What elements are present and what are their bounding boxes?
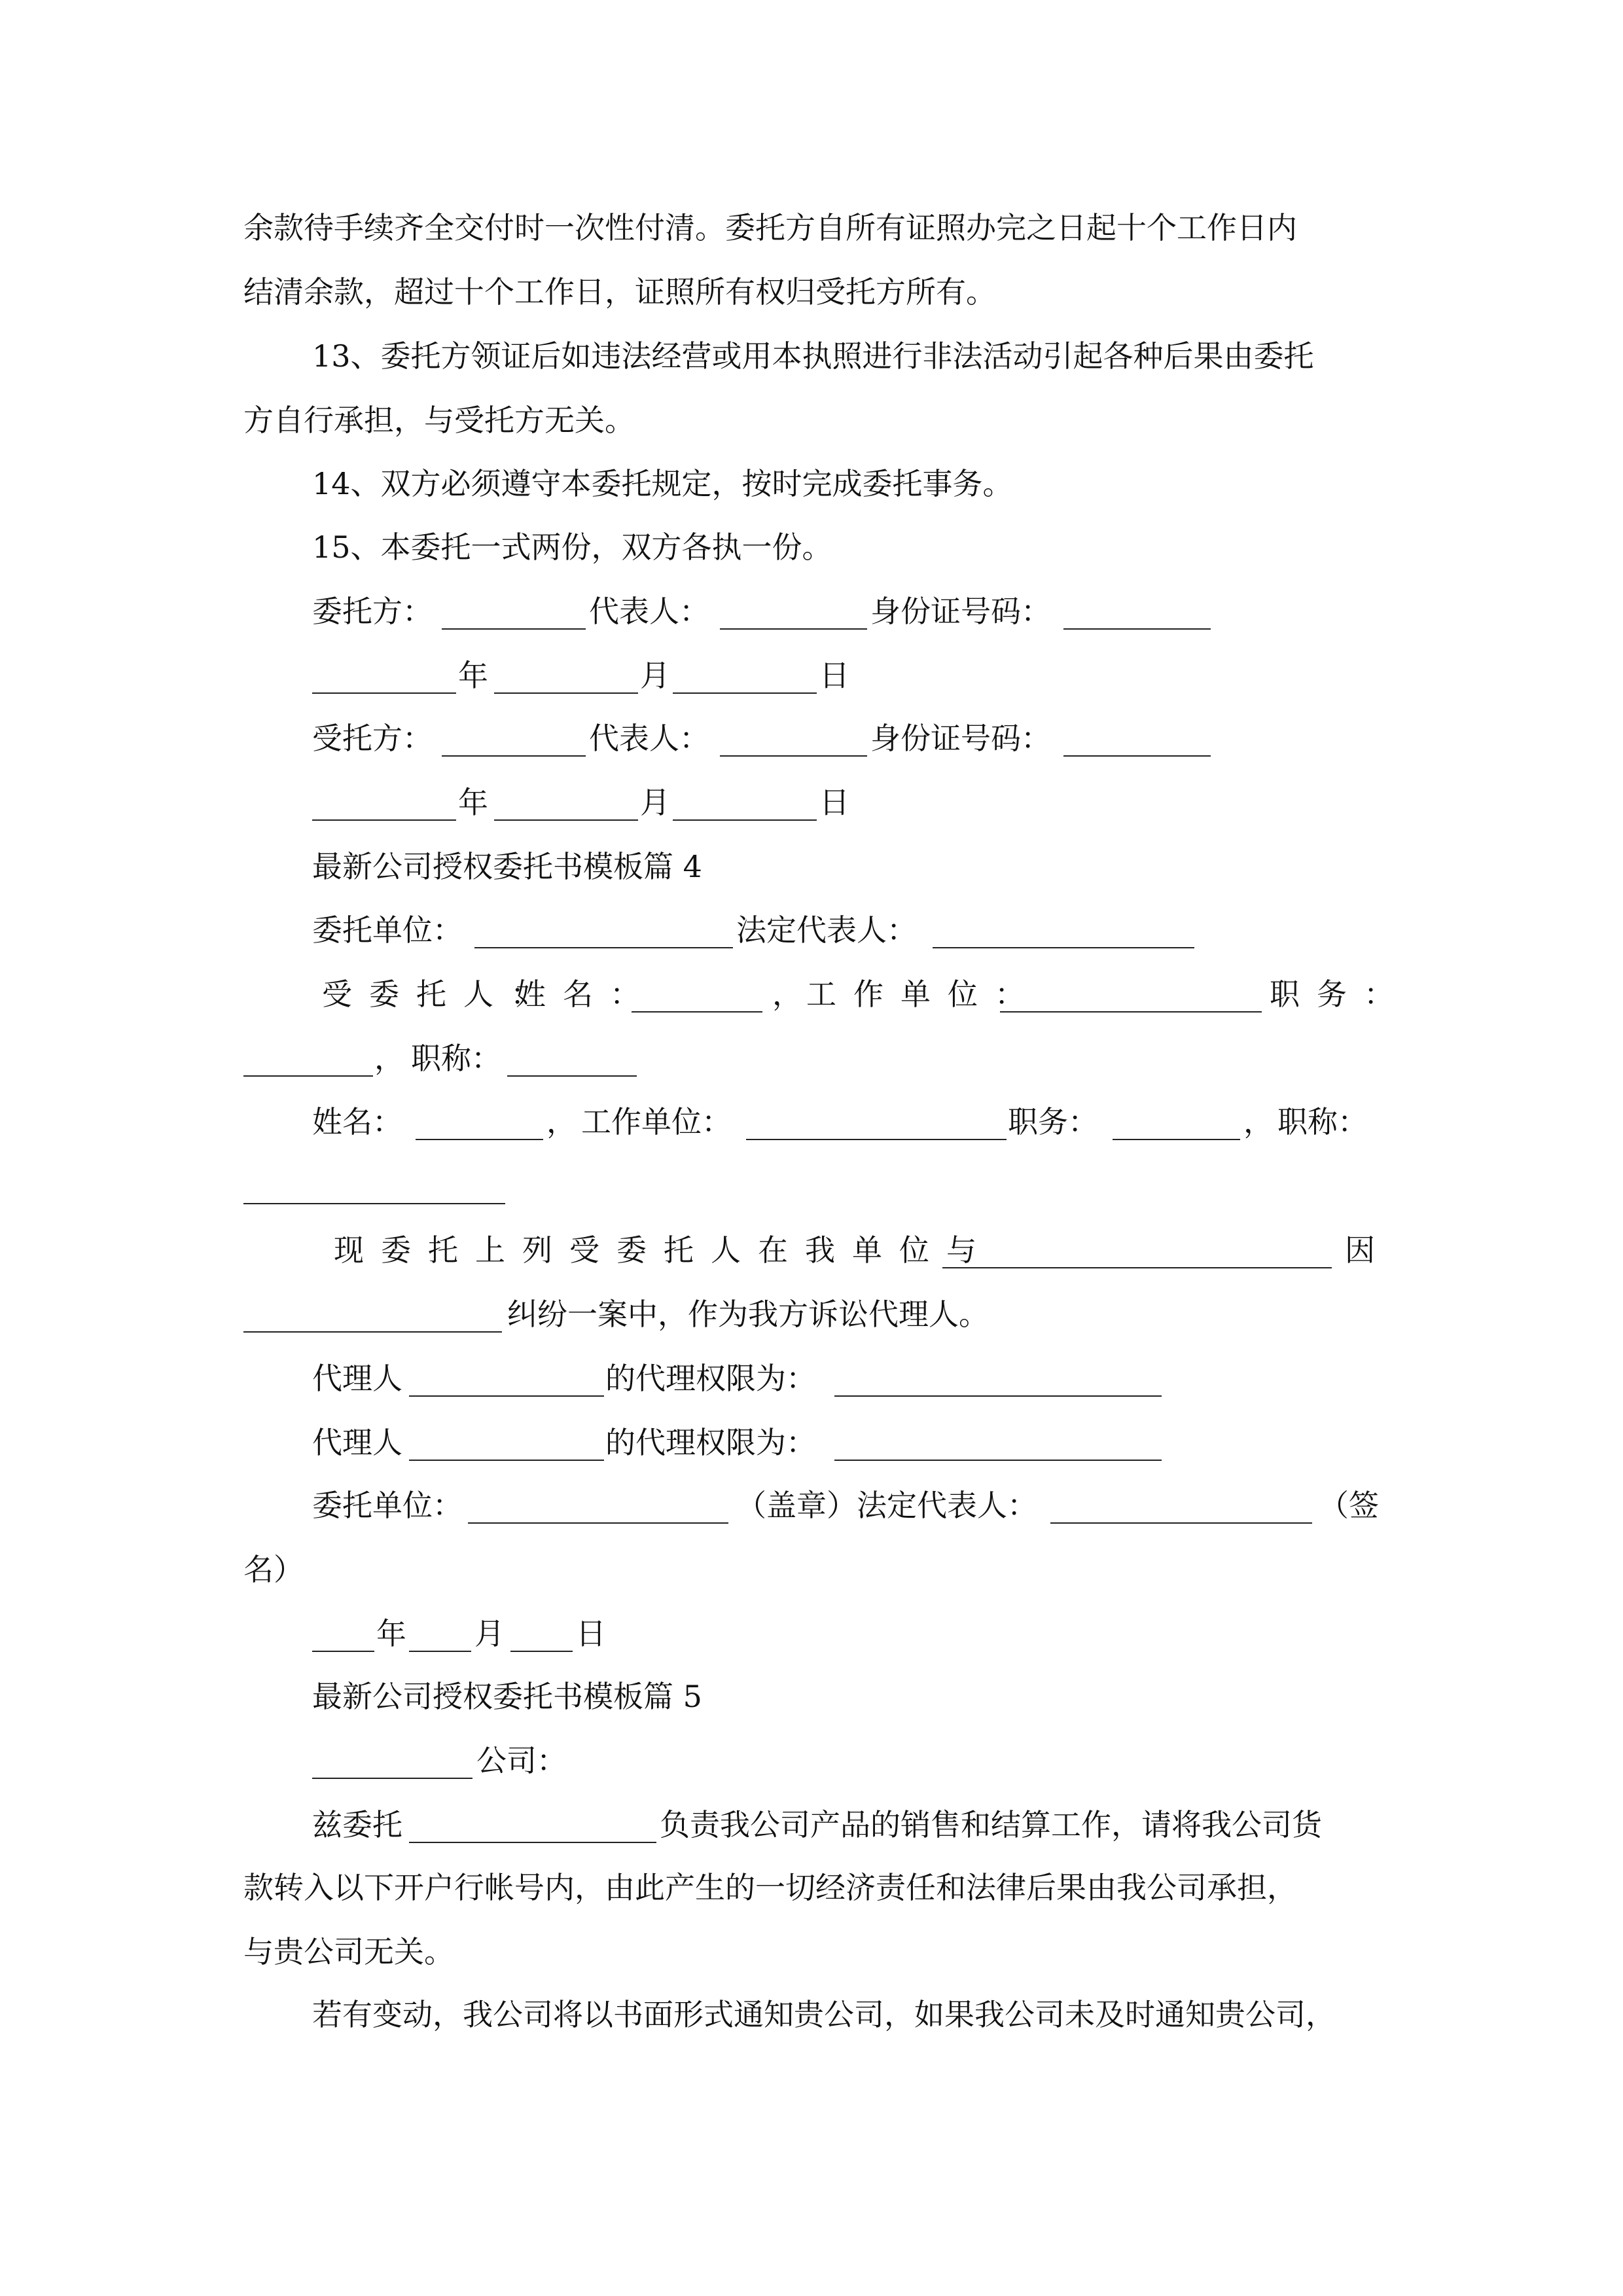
day-label: 日	[819, 785, 849, 820]
authority-blank[interactable]	[834, 1460, 1162, 1461]
text: 14、双方必须遵守本委托规定，按时完成委托事务。	[312, 466, 1013, 501]
year-label: 年	[458, 658, 488, 693]
month-label: 月	[474, 1616, 505, 1651]
id-label: 身份证号码：	[870, 594, 1051, 629]
text: 余款待手续齐全交付时一次性付清。委托方自所有证照办完之日起十个工作日内	[243, 210, 1297, 245]
trustee-blank[interactable]	[442, 755, 586, 757]
day-blank[interactable]	[673, 692, 817, 694]
comma: ，	[772, 977, 802, 1012]
heading-text: 最新公司授权委托书模板篇 5	[312, 1679, 702, 1714]
id-label: 身份证号码：	[870, 721, 1051, 756]
month-blank[interactable]	[409, 1651, 471, 1652]
agent-prefix: 代理人	[312, 1361, 402, 1396]
text: 若有变动，我公司将以书面形式通知贵公司，如果我公司未及时通知贵公司，	[312, 1997, 1336, 2032]
title-blank[interactable]	[243, 1203, 505, 1204]
year-label: 年	[458, 785, 488, 820]
title-label: 职称：	[1277, 1104, 1368, 1139]
trustee-label: 受托方：	[312, 721, 433, 756]
year-blank[interactable]	[312, 692, 456, 694]
legal-rep-blank[interactable]	[933, 947, 1194, 948]
text: 13、委托方领证后如违法经营或用本执照进行非法活动引起各种后果由委托	[312, 338, 1314, 374]
legal-rep-blank[interactable]	[1050, 1522, 1312, 1524]
agent-prefix: 代理人	[312, 1425, 402, 1460]
unit-label: 委托单位：	[312, 912, 463, 948]
cause-text: 因	[1345, 1232, 1375, 1268]
day-label: 日	[576, 1616, 606, 1651]
duty-label: 职务：	[1270, 977, 1411, 1012]
work-unit-label: 工作单位：	[581, 1104, 732, 1139]
month-blank[interactable]	[494, 819, 638, 821]
party-blank[interactable]	[942, 1267, 1332, 1268]
client-label: 委托方：	[312, 594, 433, 629]
unit-blank[interactable]	[468, 1522, 728, 1524]
text: 款转入以下开户行帐号内，由此产生的一切经济责任和法律后果由我公司承担，	[243, 1870, 1297, 1905]
company-suffix: 公司：	[476, 1743, 567, 1778]
work-unit-blank[interactable]	[1000, 1011, 1262, 1013]
month-label: 月	[640, 785, 670, 820]
duty-blank[interactable]	[1113, 1139, 1240, 1140]
month-label: 月	[640, 658, 670, 693]
title-blank[interactable]	[507, 1075, 637, 1077]
year-label: 年	[376, 1616, 406, 1651]
name-blank[interactable]	[632, 1011, 762, 1013]
name-label: 姓名：	[516, 977, 657, 1012]
heading-text: 最新公司授权委托书模板篇 4	[312, 849, 702, 884]
text: 15、本委托一式两份，双方各执一份。	[312, 529, 832, 565]
duty-label: 职务：	[1008, 1104, 1098, 1139]
hereby-text: 兹委托	[312, 1807, 402, 1842]
company-blank[interactable]	[312, 1778, 473, 1779]
agent-label: 受委托人：	[322, 977, 558, 1012]
legal-rep-label: 法定代表人：	[736, 912, 917, 948]
text: 与贵公司无关。	[243, 1934, 454, 1969]
agent-name-blank[interactable]	[409, 1460, 604, 1461]
authority-blank[interactable]	[834, 1395, 1162, 1397]
work-unit-blank[interactable]	[746, 1139, 1007, 1140]
authority-label: 的代理权限为：	[605, 1425, 816, 1460]
day-label: 日	[819, 658, 849, 693]
name-blank[interactable]	[416, 1139, 543, 1140]
title-label: 职称：	[411, 1041, 501, 1076]
seal-legal-rep-text: （盖章）法定代表人：	[736, 1488, 1037, 1523]
comma: ，	[1243, 1104, 1274, 1139]
year-blank[interactable]	[312, 819, 456, 821]
unit-blank[interactable]	[474, 947, 733, 948]
text: 结清余款，超过十个工作日，证照所有权归受托方所有。	[243, 274, 996, 310]
year-blank[interactable]	[312, 1651, 374, 1652]
sign-close: 名）	[243, 1552, 304, 1587]
id-blank[interactable]	[1063, 755, 1211, 757]
representative-blank[interactable]	[720, 628, 867, 630]
name-label: 姓名：	[312, 1104, 402, 1139]
duty-blank[interactable]	[243, 1075, 373, 1077]
paragraph-text: 负责我公司产品的销售和结算工作，请将我公司货	[660, 1807, 1322, 1842]
month-blank[interactable]	[494, 692, 638, 694]
representative-label: 代表人：	[589, 594, 709, 629]
id-blank[interactable]	[1063, 628, 1211, 630]
entrust-text: 现委托上列受委托人在我单位与	[334, 1232, 993, 1268]
sign-open: （签	[1319, 1488, 1379, 1523]
representative-blank[interactable]	[720, 755, 867, 757]
comma: ，	[374, 1041, 404, 1076]
dispute-blank[interactable]	[243, 1331, 502, 1333]
day-blank[interactable]	[673, 819, 817, 821]
text: 方自行承担，与受托方无关。	[243, 403, 635, 438]
unit-label: 委托单位：	[312, 1488, 463, 1523]
dispute-text: 纠纷一案中，作为我方诉讼代理人。	[507, 1297, 989, 1332]
delegate-blank[interactable]	[409, 1842, 656, 1843]
day-blank[interactable]	[510, 1651, 573, 1652]
agent-name-blank[interactable]	[409, 1395, 604, 1397]
work-unit-label: 工作单位：	[806, 977, 1042, 1012]
comma: ，	[546, 1104, 577, 1139]
authority-label: 的代理权限为：	[605, 1361, 816, 1396]
representative-label: 代表人：	[589, 721, 709, 756]
client-blank[interactable]	[442, 628, 586, 630]
